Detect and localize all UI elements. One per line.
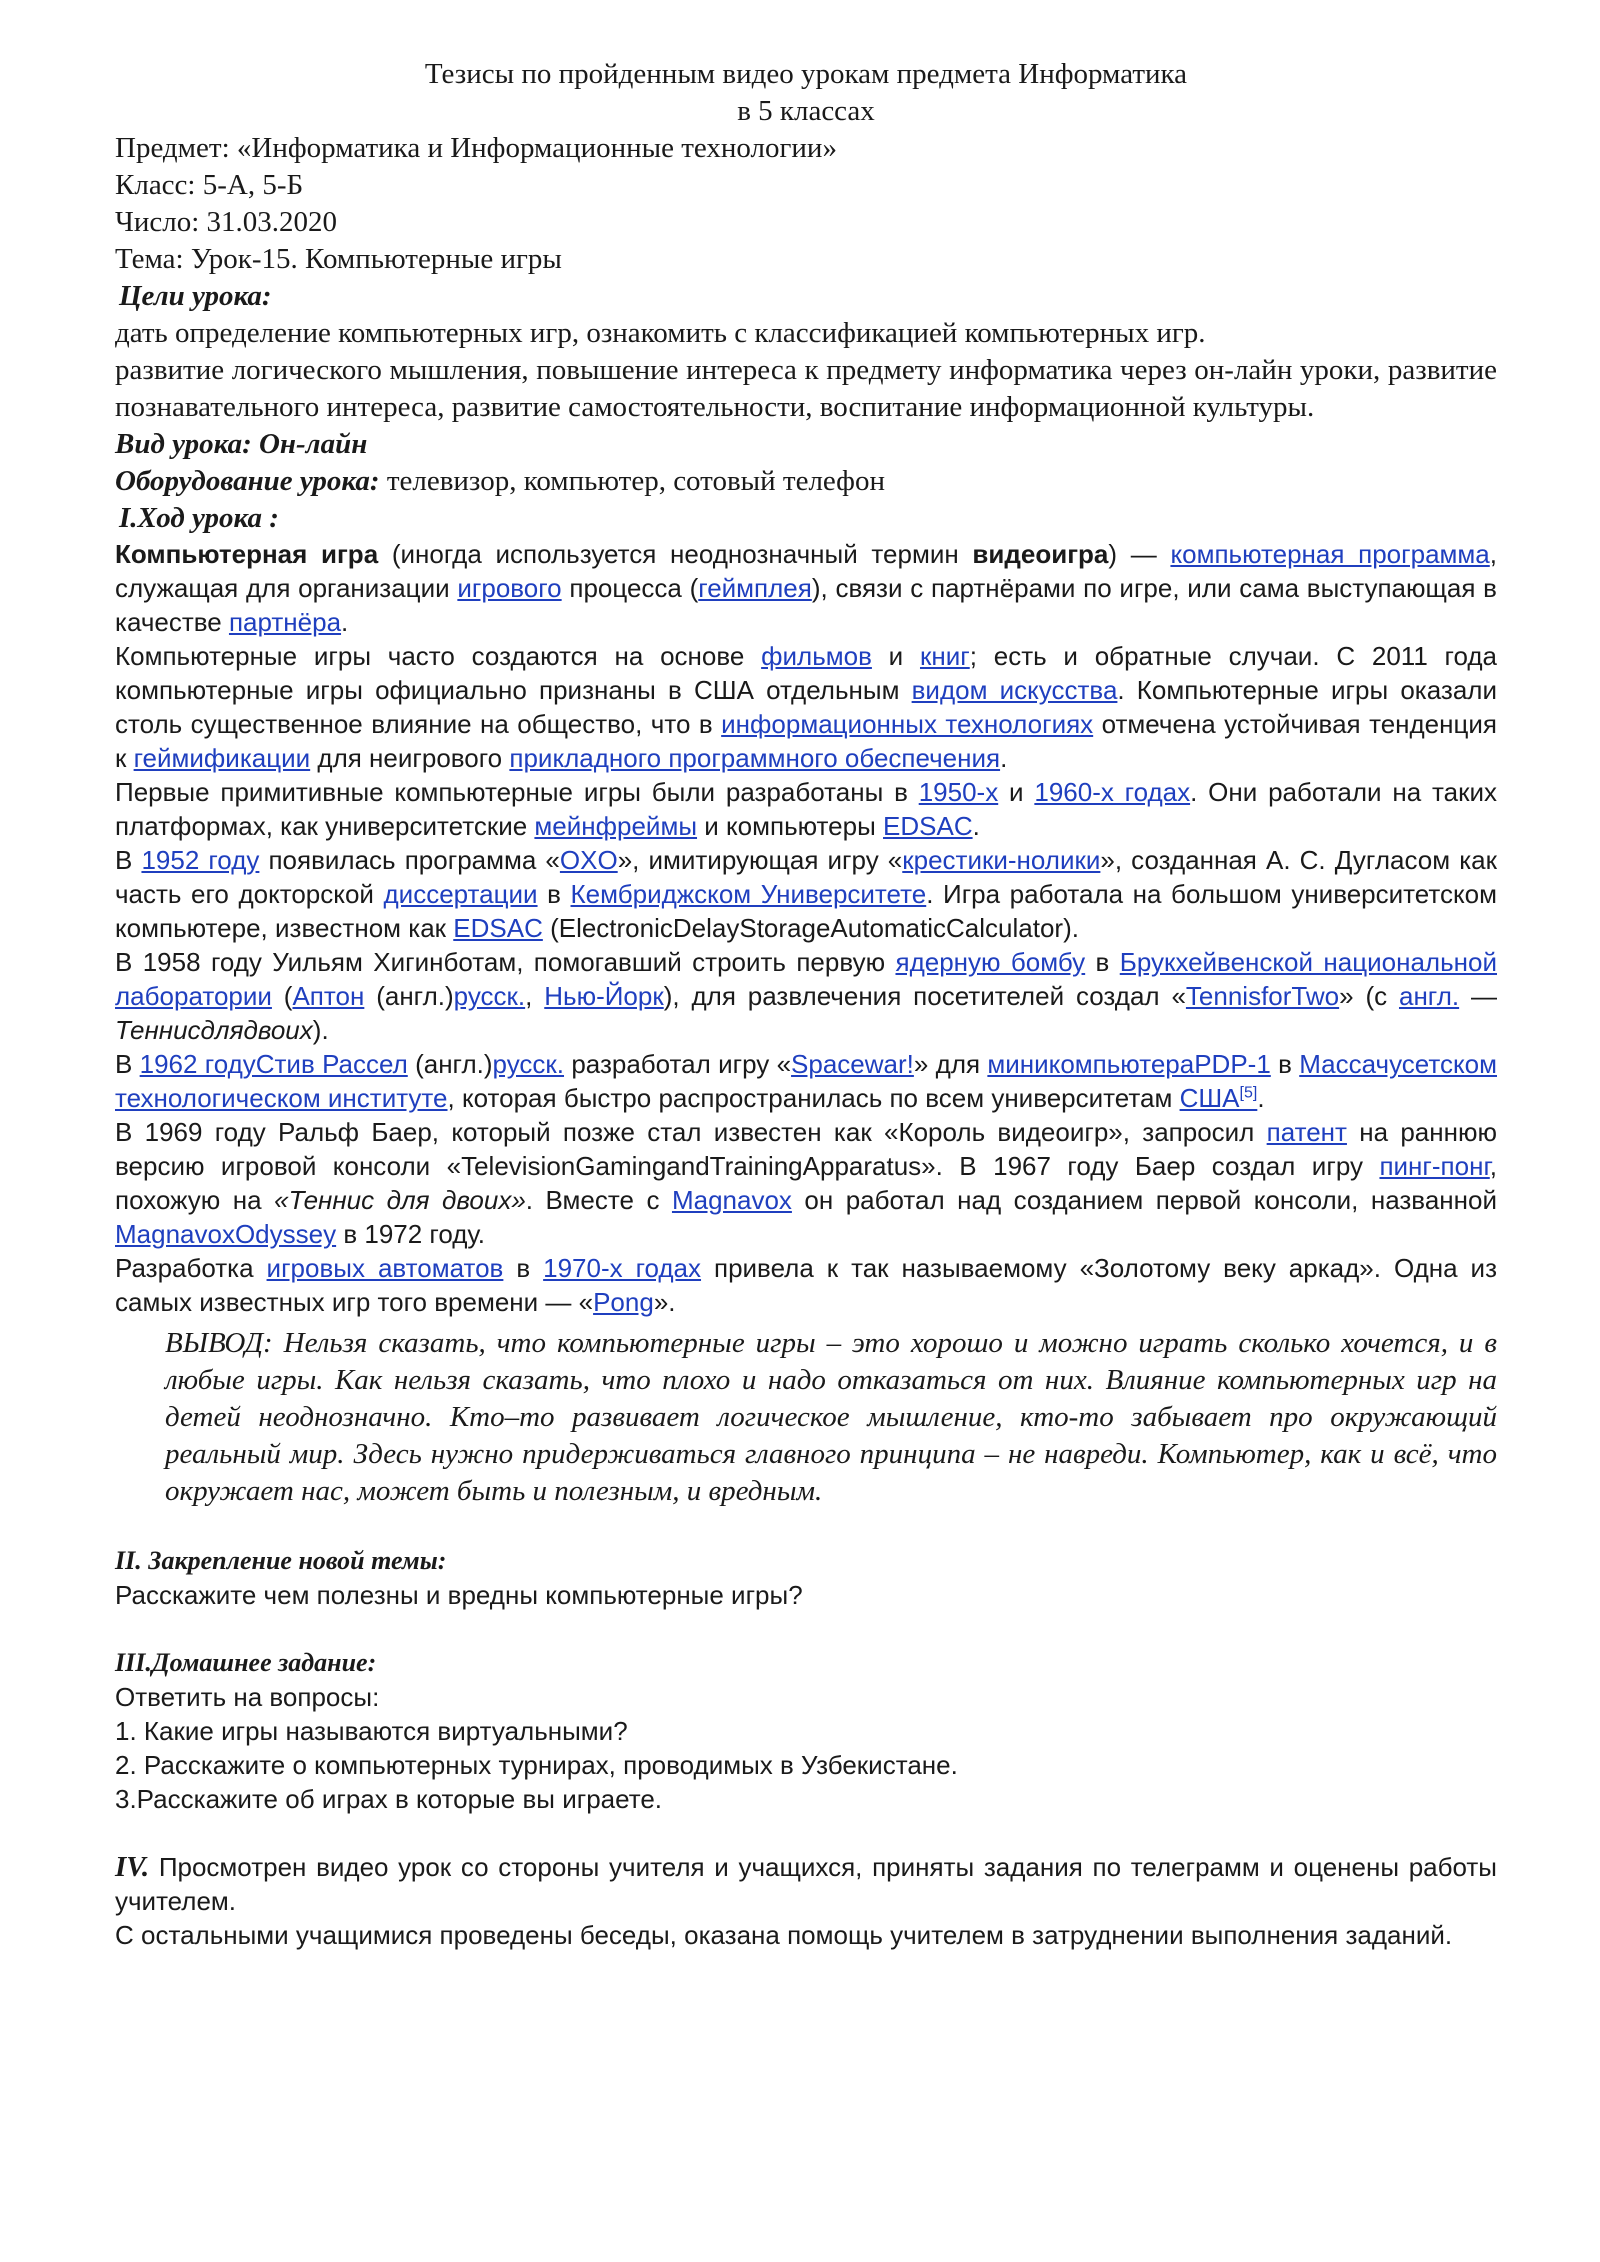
text-span: ) — (1108, 539, 1171, 569)
text-span: ). (312, 1015, 329, 1045)
link-edsac[interactable]: EDSAC (883, 811, 973, 841)
paragraph-ralph-baer (115, 1115, 1497, 1251)
link-1962-steve-russell[interactable]: 1962 годуСтив Рассел (139, 1049, 408, 1079)
term-computer-game: Компьютерная игра (115, 539, 379, 569)
text-span: . Они работали на таких платформах, как университетские (115, 777, 1497, 841)
section2-heading: II. Закрепление новой темы: (115, 1546, 447, 1575)
term-videogame: видеоигра (972, 539, 1109, 569)
paragraph-tennis-for-two (115, 945, 1497, 1047)
text-span: ( (271, 981, 293, 1011)
text-span: (англ.) (364, 981, 454, 1011)
text-span: в 1972 году. (336, 1219, 486, 1249)
link-upton[interactable]: Аптон (292, 981, 365, 1011)
link-pdp1[interactable]: миникомпьютераPDP-1 (987, 1049, 1271, 1079)
text-span: в (1085, 947, 1120, 977)
equipment-line (115, 463, 1497, 500)
link-english[interactable]: англ. (1398, 981, 1460, 1011)
text-span: в (503, 1253, 544, 1283)
document-title-line1: Тезисы по пройденным видео урокам предмета Информатика (424, 58, 1188, 90)
text-span: » для (913, 1049, 988, 1079)
text-span: и (871, 641, 920, 671)
spacer (115, 1510, 1497, 1544)
text-span: Первые примитивные компьютерные игры были разработаны в (115, 777, 919, 807)
goals-line-1: дать определение компьютерных игр, ознакомить с классификацией компьютерных игр. (115, 317, 1206, 349)
text-span: процесса ( (561, 573, 699, 603)
text-span: . Игра работала на большом университетском компьютере, известном как (115, 879, 1497, 943)
link-mit[interactable]: Массачусетском технологическом институте (115, 1049, 1497, 1113)
text-span: . Компьютерные игры оказали столь существенное влияние на общество, что в (115, 675, 1497, 739)
text-span: В 1969 году Ральф Баер, который позже стал известен как «Король видеоигр», запросил (115, 1117, 1267, 1147)
link-magnavox[interactable]: Magnavox (671, 1185, 792, 1215)
link-gamification[interactable]: геймификации (133, 743, 311, 773)
link-1960s[interactable]: 1960-х годах (1034, 777, 1191, 807)
course-heading: I.Ход урока : (119, 502, 279, 534)
paragraph-origins (115, 639, 1497, 775)
homework-item: 2. Расскажите о компьютерных турнирах, проводимых в Узбекистане. (115, 1750, 958, 1780)
link-tennis-for-two[interactable]: TennisforTwo (1185, 981, 1340, 1011)
text-span: . (1257, 1083, 1265, 1113)
text-span: разработал игру « (564, 1049, 792, 1079)
link-application-software[interactable]: прикладного программного обеспечения (509, 743, 1001, 773)
link-partner[interactable]: партнёра (228, 607, 342, 637)
text-span: , похожую на (115, 1151, 1497, 1215)
section4-text: Просмотрен видео урок со стороны учителя и учащихся, приняты задания по телеграмм и оценены работы учителем. (115, 1852, 1497, 1916)
link-art-form[interactable]: видом искусства (911, 675, 1118, 705)
link-ping-pong[interactable]: пинг-понг (1379, 1151, 1490, 1181)
goals-line-2: развитие логического мышления, повышение интереса к предмету информатика через он-лайн уроки, развитие познавательного интереса, развитие самостоятельности, воспитание информационной культуры. (115, 354, 1497, 423)
link-films[interactable]: фильмов (761, 641, 872, 671)
section2-text: Расскажите чем полезны и вредны компьютерные игры? (115, 1580, 803, 1610)
text-span: для неигрового (310, 743, 510, 773)
section4-heading: IV. (115, 1851, 150, 1883)
text-span: », созданная А. С. Дугласом как часть его докторской (115, 845, 1497, 909)
link-edsac-2[interactable]: EDSAC (453, 913, 543, 943)
text-span: на раннюю версию игровой консоли «TelevisionGamingandTrainingApparatus». В 1967 году Баер создал игру (115, 1117, 1497, 1181)
subject-line: Предмет: «Информатика и Информационные технологии» (115, 132, 837, 164)
conclusion-paragraph: ВЫВОД: Нельзя сказать, что компьютерные игры – это хорошо и можно играть сколько хочется, и в любые игры. Как нельзя сказать, что плохо и надо отказаться от них. Влияние компьютерных игр на детей неоднозначно. Кто–то развивает логическое мышление, кто-то забывает про окружающий реальный мир. Здесь нужно придерживаться главного принципа – не навреди. Компьютер, как и всё, что окружает нас, может быть и полезным, и вредным. (165, 1327, 1497, 1507)
section3-intro: Ответить на вопросы: (115, 1682, 380, 1712)
link-usa[interactable]: США (1179, 1083, 1240, 1113)
text-span: привела к так называемому «Золотому веку аркад». Одна из самых известных игр того времени — « (115, 1253, 1497, 1317)
homework-item: 3.Расскажите об играх в которые вы играете. (115, 1784, 663, 1814)
text-span: Компьютерные игры часто создаются на основе (115, 641, 762, 671)
link-arcade-machines[interactable]: игровых автоматов (266, 1253, 504, 1283)
link-magnavox-odyssey[interactable]: MagnavoxOdyssey (115, 1219, 337, 1249)
link-new-york[interactable]: Нью-Йорк (544, 981, 664, 1011)
text-span: В 1958 году Уильям Хигинботам, помогавший строить первую (115, 947, 896, 977)
section3-heading: III.Домашнее задание: (115, 1648, 377, 1677)
text-span: он работал над созданием первой консоли, названной (791, 1185, 1497, 1215)
text-span: в (1270, 1049, 1300, 1079)
link-1970s[interactable]: 1970-х годах (543, 1253, 702, 1283)
text-span: » (с (1339, 981, 1399, 1011)
text-span: (англ.) (407, 1049, 493, 1079)
link-gameplay[interactable]: геймплея (698, 573, 812, 603)
goals-heading: Цели урока: (119, 280, 272, 312)
text-span: ), связи с партнёрами по игре, или сама выступающая в качестве (115, 573, 1497, 637)
text-span: отмечена устойчивая тенденция к (115, 709, 1497, 773)
link-russian[interactable]: русск. (453, 981, 526, 1011)
link-information-technology[interactable]: информационных технологиях (721, 709, 1094, 739)
date-line: Число: 31.03.2020 (115, 206, 338, 238)
text-span: . (972, 811, 980, 841)
link-1950s[interactable]: 1950-х (918, 777, 999, 807)
link-mainframes[interactable]: мейнфреймы (534, 811, 698, 841)
equipment-value: телевизор, компьютер, сотовый телефон (379, 465, 885, 497)
link-patent[interactable]: патент (1266, 1117, 1347, 1147)
link-tic-tac-toe[interactable]: крестики-нолики (902, 845, 1101, 875)
text-span: (ElectronicDelayStorageAutomaticCalculator). (542, 913, 1079, 943)
link-game[interactable]: игрового (457, 573, 562, 603)
document-page (115, 56, 1497, 1952)
text-span: ), для развлечения посетителей создал « (663, 981, 1186, 1011)
homework-item: 1. Какие игры называются виртуальными? (115, 1716, 628, 1746)
text-span: в (537, 879, 571, 909)
text-span: ». (653, 1287, 676, 1317)
footnote-link[interactable] (1240, 1083, 1258, 1113)
document-title-line2: в 5 классах (737, 95, 875, 127)
paragraph-arcade (115, 1251, 1497, 1319)
spacer (115, 1612, 1497, 1646)
equipment-label: Оборудование урока: (115, 465, 380, 497)
paragraph-spacewar (115, 1047, 1497, 1115)
section4-paragraph (115, 1850, 1497, 1918)
text-span: В (115, 845, 142, 875)
spacer (115, 1816, 1497, 1850)
text-span: (иногда используется неоднозначный термин (378, 539, 973, 569)
link-books[interactable]: книг (919, 641, 970, 671)
text-span: и (998, 777, 1035, 807)
footnote-marker: [5] (1239, 1084, 1258, 1102)
text-span: . (1000, 743, 1008, 773)
topic-line: Тема: Урок-15. Компьютерные игры (115, 243, 562, 275)
lesson-type: Вид урока: Он-лайн (115, 428, 368, 460)
link-nuclear-bomb[interactable]: ядерную бомбу (895, 947, 1086, 977)
text-span: Разработка (115, 1253, 267, 1283)
italic-tennis-for-two: «Теннис для двоих» (274, 1185, 526, 1215)
text-span: », имитирующая игру « (617, 845, 903, 875)
text-span: . Вместе с (525, 1185, 672, 1215)
link-dissertation[interactable]: диссертации (383, 879, 538, 909)
text-span: , служащая для организации (115, 539, 1497, 603)
link-spacewar[interactable]: Spacewar! (791, 1049, 914, 1079)
text-span: — (1459, 981, 1497, 1011)
paragraph-oxo (115, 843, 1497, 945)
link-russian-2[interactable]: русск. (492, 1049, 565, 1079)
paragraph-definition (115, 537, 1497, 639)
link-pong[interactable]: Pong (593, 1287, 654, 1317)
text-span: и компьютеры (697, 811, 884, 841)
italic-translation: Теннисдлядвоих (115, 1015, 313, 1045)
text-span: В (115, 1049, 140, 1079)
text-span: . (341, 607, 349, 637)
class-line: Класс: 5-А, 5-Б (115, 169, 304, 201)
link-1952[interactable]: 1952 году (141, 845, 260, 875)
text-span: ; есть и обратные случаи. С 2011 года компьютерные игры официально признаны в США отдельным (115, 641, 1497, 705)
link-oxo[interactable]: OXO (559, 845, 618, 875)
text-span: , которая быстро распространилась по всем университетам (447, 1083, 1180, 1113)
paragraph-first-games (115, 775, 1497, 843)
link-cambridge[interactable]: Кембриджском Университете (570, 879, 927, 909)
link-brookhaven[interactable]: Брукхейвенской национальной лаборатории (115, 947, 1497, 1011)
link-computer-program[interactable]: компьютерная программа (1170, 539, 1490, 569)
text-span: , (525, 981, 545, 1011)
text-span: появилась программа « (259, 845, 560, 875)
section4-text-2: С остальными учащимися проведены беседы, оказана помощь учителем в затруднении выполнения заданий. (115, 1920, 1453, 1950)
